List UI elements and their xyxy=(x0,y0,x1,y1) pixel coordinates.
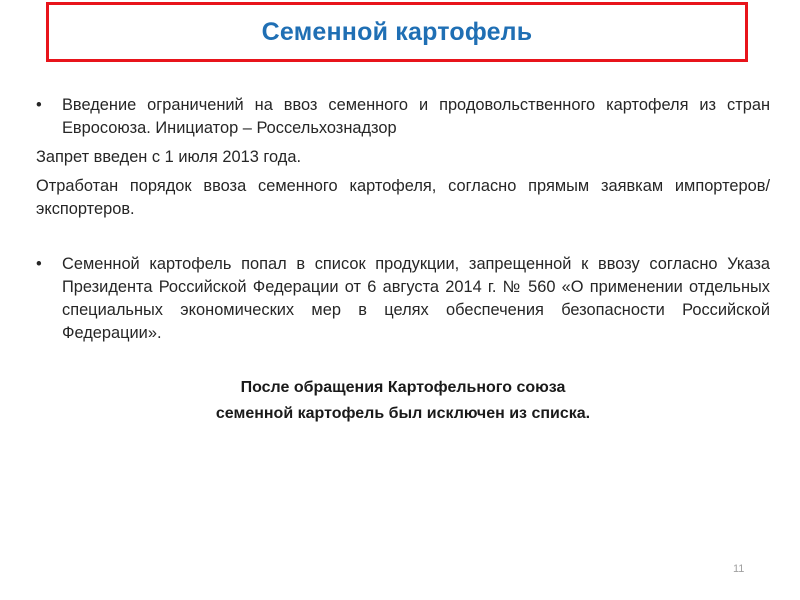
conclusion xyxy=(36,375,770,427)
bullet-import-restrictions-text: Введение ограничений на ввоз семенного и продовольственного картофеля из стран Евросоюза. Инициатор – Россельхознадзор xyxy=(62,96,770,137)
slide-content xyxy=(36,94,770,427)
bullet-presidential-decree xyxy=(36,253,770,345)
bullet-dot-icon: • xyxy=(36,255,42,273)
bullet-dot-icon: • xyxy=(36,96,42,114)
conclusion-line-1: После обращения Картофельного союза xyxy=(240,379,566,396)
slide-title: Семенной картофель xyxy=(261,17,533,46)
conclusion-line-2: семенной картофель был исключен из списка. xyxy=(215,405,591,422)
bullet-presidential-decree-text: Семенной картофель попал в список продукции, запрещенной к ввозу согласно Указа Президента Российской Федерации от 6 августа 2014 г. № 560 «О применении отдельных специальных экономических мер в целях обеспечения безопасности Российской Федерации». xyxy=(62,255,770,342)
title-frame xyxy=(46,2,748,62)
bullet-import-restrictions xyxy=(36,94,770,140)
ban-date-paragraph: Запрет введен с 1 июля 2013 года. xyxy=(36,148,302,166)
import-procedure-paragraph: Отработан порядок ввоза семенного картофеля, согласно прямым заявкам импортеров/экспортеров. xyxy=(36,177,770,218)
page-number: 11 xyxy=(733,563,745,575)
